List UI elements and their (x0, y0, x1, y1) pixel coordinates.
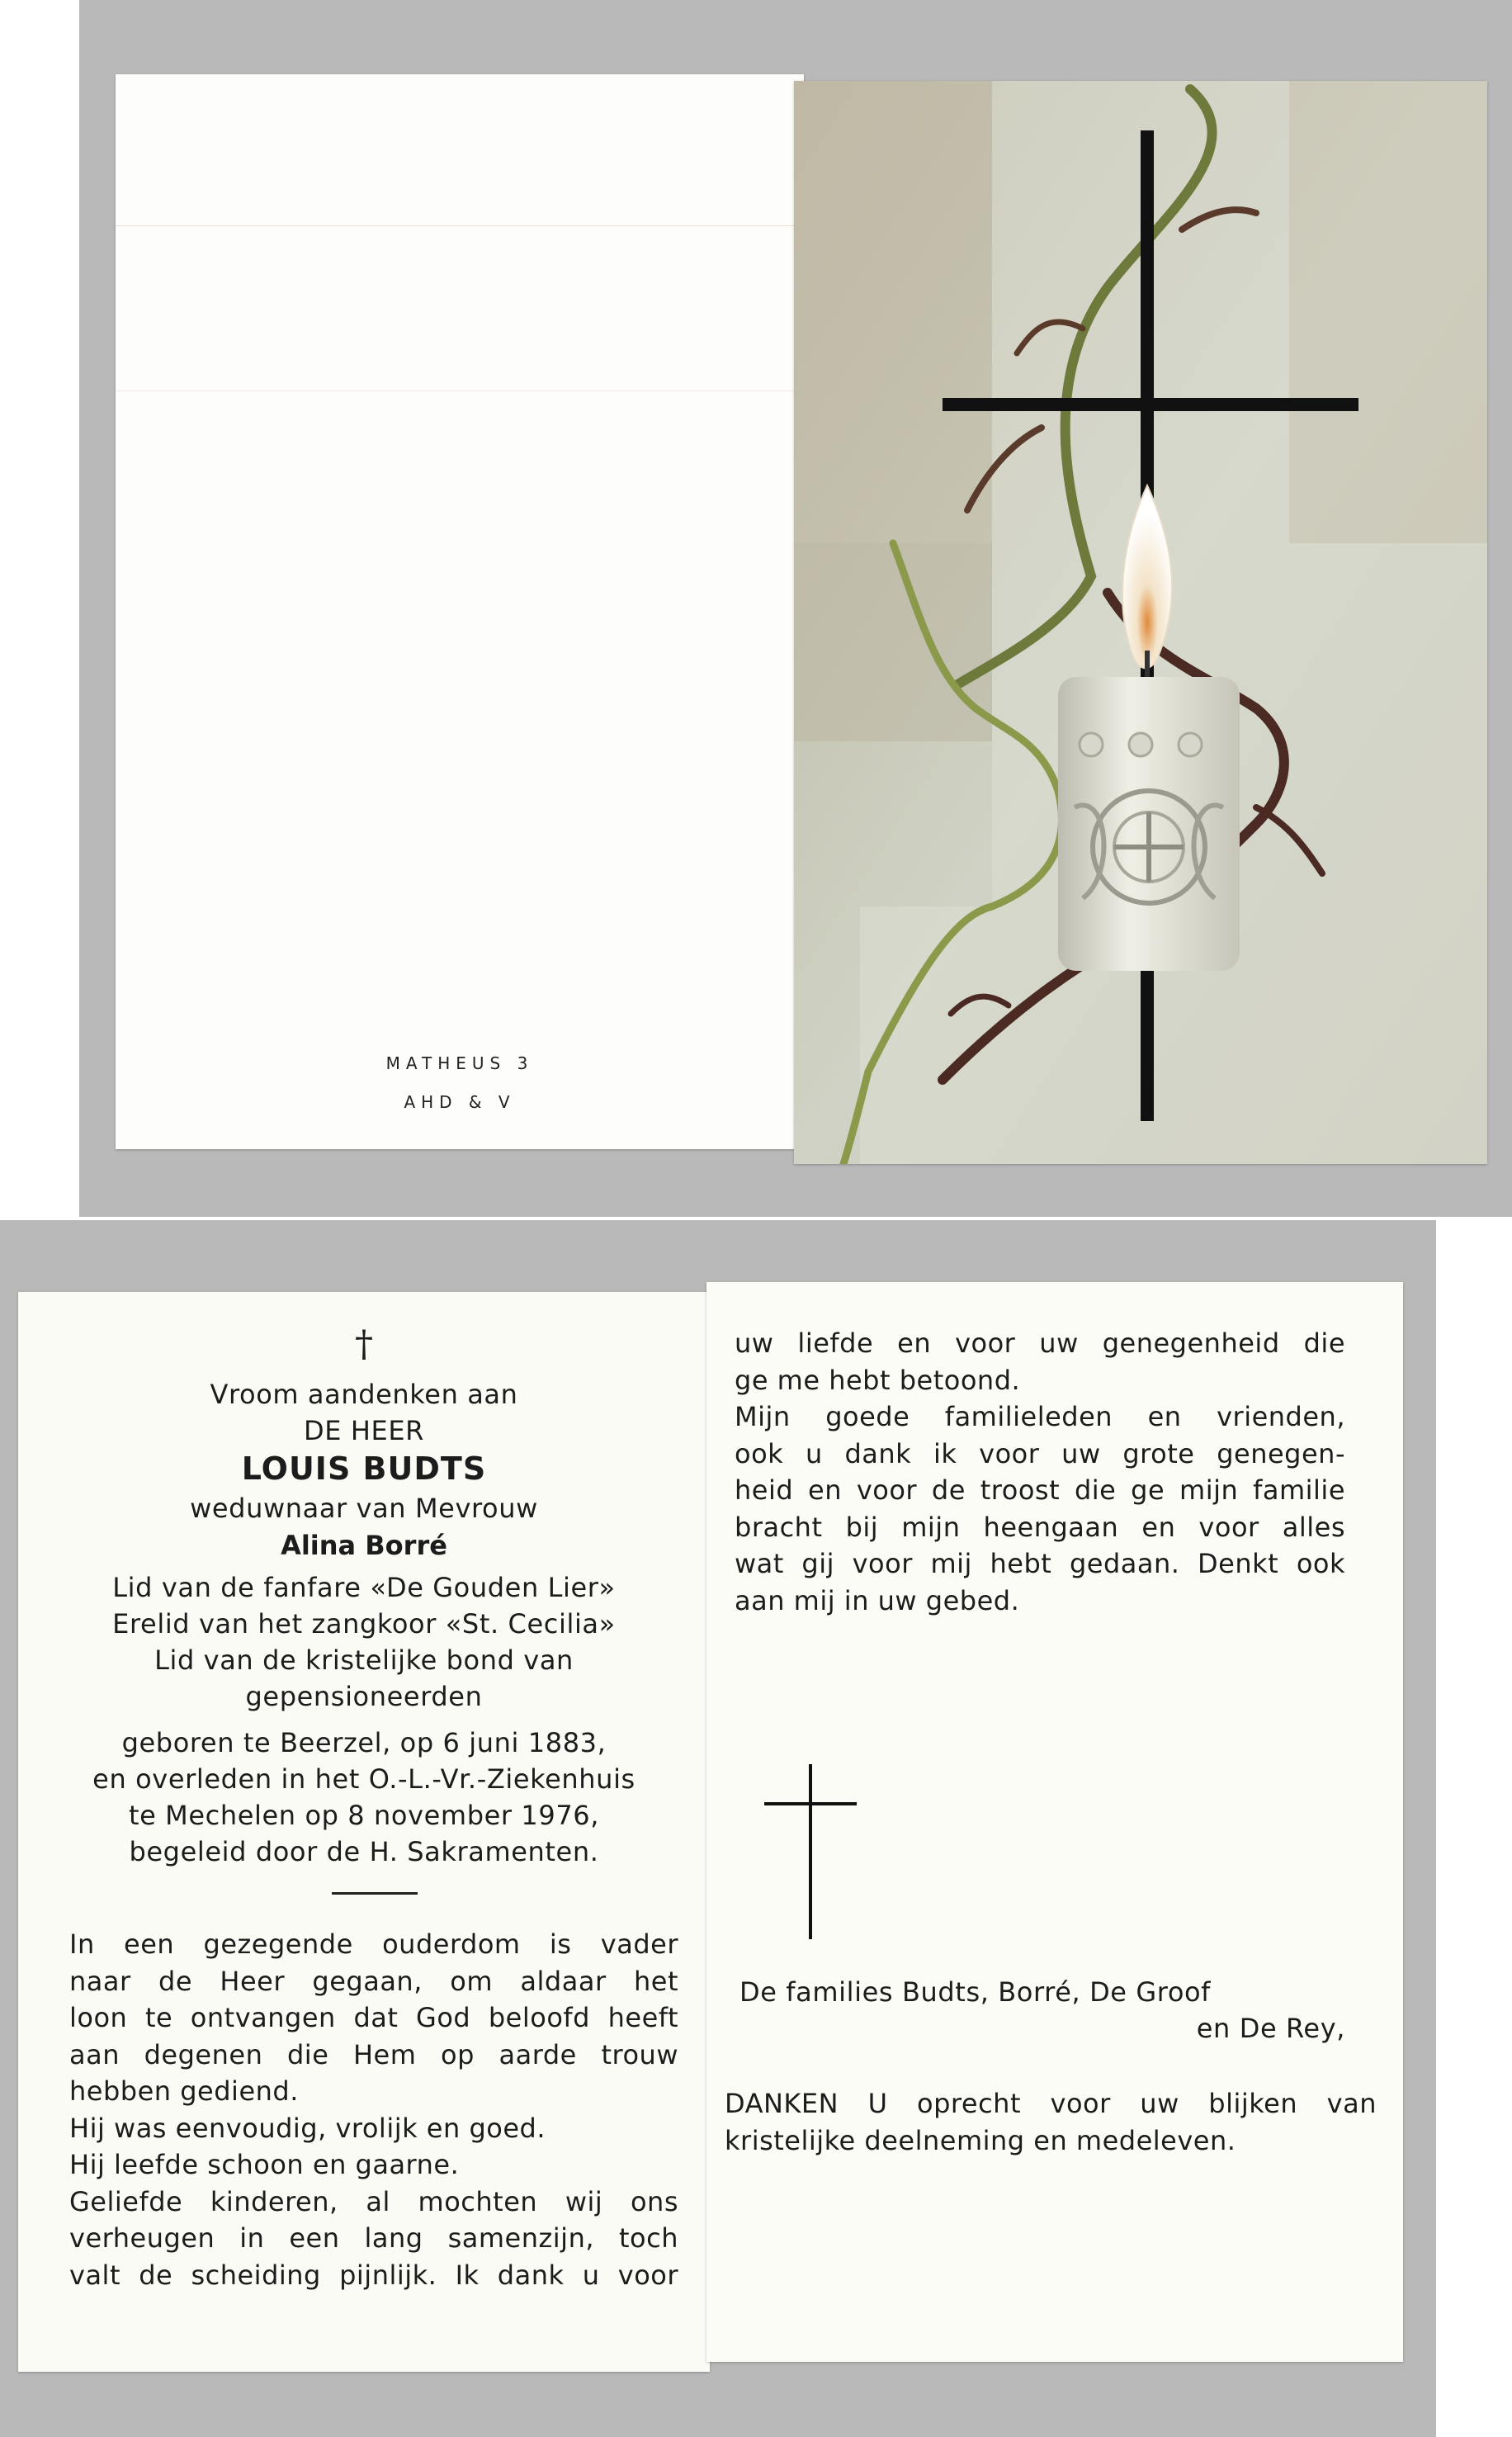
thanks-line: DANKEN U oprecht voor uw blijken van (725, 2088, 1377, 2119)
verse-line: verheugen in een lang samenzijn, toch (69, 2222, 678, 2254)
cross-icon (809, 1764, 812, 1939)
verse-line: heid en voor de troost die ge mijn familie (735, 1474, 1345, 1506)
verse-line: loon te ontvangen dat God beloofd heeft (69, 2002, 678, 2033)
card-back-cover (116, 74, 804, 1149)
inside-right-page (706, 1282, 1403, 2362)
verse-right (735, 1325, 1345, 1619)
inside-left-page (18, 1292, 710, 2372)
memorial-intro: Vroom aandenken aan (210, 1379, 518, 1410)
verse-line: aan mij in uw gebed. (735, 1584, 1020, 1616)
verse-line: valt de scheiding pijnlijk. Ik dank u voor (69, 2259, 678, 2291)
verse-line: ook u dank ik voor uw grote genegen- (735, 1437, 1345, 1469)
thanks-block (725, 2085, 1377, 2159)
spouse-name: Alina Borré (281, 1530, 447, 1561)
families-line-2: en De Rey, (1196, 2013, 1345, 2044)
verse-line: aan degenen die Hem op aarde trouw (69, 2038, 678, 2070)
deceased-name: LOUIS BUDTS (241, 1450, 487, 1487)
verse-line: uw liefde en voor uw genegenheid die (735, 1327, 1345, 1359)
verse-line: naar de Heer gegaan, om aldaar het (69, 1965, 678, 1997)
verse-line: bracht bij mijn heengaan en voor alles (735, 1511, 1345, 1543)
verse-line: Hij was eenvoudig, vrolijk en goed. (69, 2112, 546, 2144)
membership-line: Lid van de kristelijke bond van (154, 1644, 574, 1676)
cross-icon-bar (764, 1802, 857, 1805)
membership-line: Erelid van het zangkoor «St. Cecilia» (112, 1608, 616, 1640)
sacraments-line: begeleid door de H. Sakramenten. (129, 1836, 599, 1867)
divider-rule (332, 1892, 418, 1895)
deceased-title: DE HEER (304, 1415, 424, 1446)
membership-line: gepensioneerden (245, 1681, 483, 1712)
membership-line: Lid van de fanfare «De Gouden Lier» (112, 1572, 616, 1603)
families-line: De families Budts, Borré, De Groof (739, 1976, 1212, 2008)
widower-of: weduwnaar van Mevrouw (190, 1493, 538, 1524)
crease-line (116, 390, 804, 391)
thanks-line: kristelijke deelneming en medeleven. (725, 2124, 1236, 2156)
verse-line: Hij leefde schoon en gaarne. (69, 2149, 460, 2180)
death-place-line: te Mechelen op 8 november 1976, (128, 1800, 600, 1831)
verse-line: Geliefde kinderen, al mochten wij ons (69, 2185, 678, 2217)
crease-line (116, 225, 804, 226)
verse-line: wat gij voor mij hebt gedaan. Denkt ook (735, 1548, 1345, 1579)
printer-code: AHD & V (404, 1092, 516, 1112)
verse-line: hebben gediend. (69, 2075, 299, 2107)
verse-line: ge me hebt betoond. (735, 1364, 1021, 1396)
verse-line: In een gezegende ouderdom is vader (69, 1928, 678, 1960)
verse-left (69, 1926, 678, 2293)
verse-line: Mijn goede familieleden en vrienden, (735, 1401, 1345, 1432)
printer-mark: MATHEUS 3 (385, 1053, 534, 1073)
death-line: en overleden in het O.-L.-Vr.-Ziekenhuis (92, 1763, 636, 1795)
candle-cross-painting (794, 81, 1487, 1164)
birth-line: geboren te Beerzel, op 6 juni 1883, (121, 1727, 607, 1758)
cross-symbol: † (355, 1323, 373, 1365)
cover-illustration (794, 81, 1487, 1164)
